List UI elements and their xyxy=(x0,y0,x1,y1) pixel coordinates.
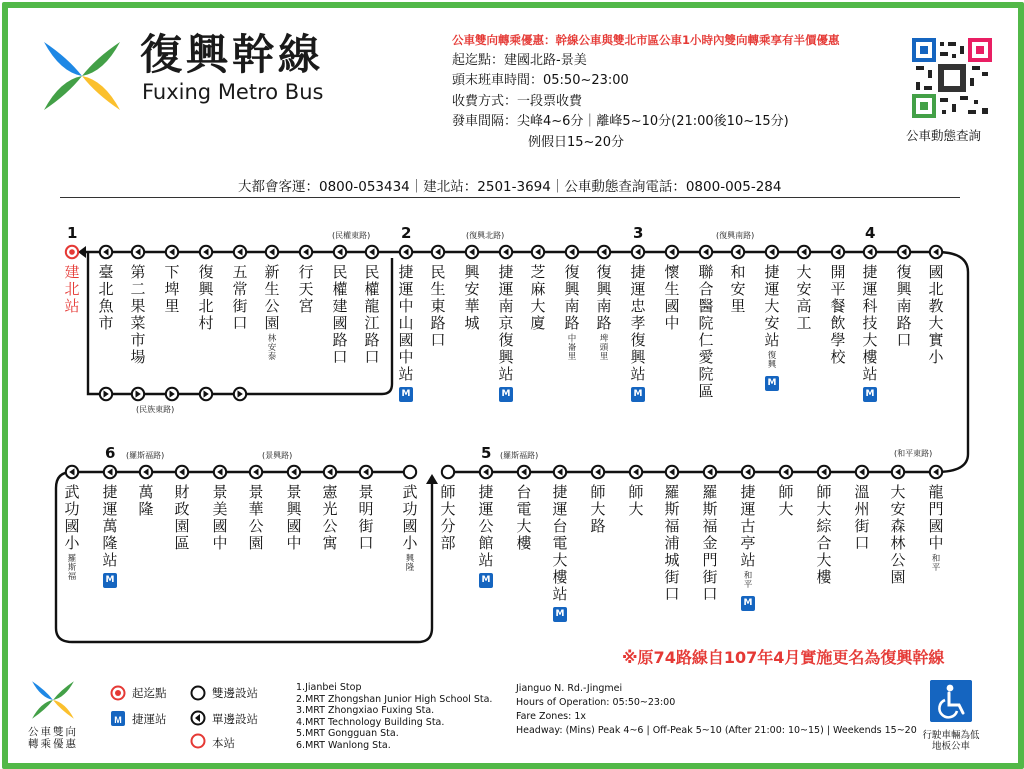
route-title-english: Fuxing Metro Bus xyxy=(142,80,324,104)
road-label: (復興南路) xyxy=(716,231,755,240)
stop-sublabel: 中 崙 里 xyxy=(567,334,577,362)
stop-marker xyxy=(104,466,116,478)
road-label: (景興路) xyxy=(262,451,293,460)
stop-sublabel: 埤 頭 里 xyxy=(599,334,609,362)
road-label: (羅斯福路) xyxy=(500,451,539,460)
mrt-station-icon: M xyxy=(765,376,779,391)
stop-label: 民 生 東 路 口 xyxy=(430,263,446,349)
stop-marker xyxy=(780,466,792,478)
stop-marker xyxy=(532,246,544,258)
stop-marker xyxy=(742,466,754,478)
start-end-icon xyxy=(108,683,128,703)
wheelchair-icon xyxy=(930,680,972,722)
stop-marker xyxy=(930,246,942,258)
stop-label: 聯 合 醫 院 仁 愛 院 區 xyxy=(698,263,714,400)
en-info-line: Jianguo N. Rd.-Jingmei xyxy=(516,683,623,694)
both-sides-icon xyxy=(188,683,208,703)
stop-marker xyxy=(500,246,512,258)
legend-start-end: 起迄點 xyxy=(132,686,167,700)
headway-weekend: 例假日15~20分 xyxy=(528,134,624,150)
route-title: 復興幹線 xyxy=(140,30,325,79)
svg-text:M: M xyxy=(114,715,122,725)
stop-marker xyxy=(766,246,778,258)
stop-marker xyxy=(360,466,372,478)
stop-marker xyxy=(166,388,178,400)
stop-number: 1 xyxy=(67,224,78,242)
stop-marker xyxy=(554,466,566,478)
stop-marker xyxy=(442,466,454,478)
stop-marker xyxy=(250,466,262,478)
stop-label: 臺 北 魚 市 xyxy=(98,263,114,332)
stop-marker xyxy=(892,466,904,478)
stop-marker xyxy=(566,246,578,258)
transfer-logo-icon xyxy=(28,678,78,722)
qr-label: 公車動態查詢 xyxy=(906,128,982,143)
mrt-station-icon: M xyxy=(631,387,645,402)
stop-marker xyxy=(66,246,78,258)
stop-marker xyxy=(592,466,604,478)
stop-marker xyxy=(140,466,152,478)
stop-marker xyxy=(234,388,246,400)
stop-label: 羅 斯 福 浦 城 街 口 xyxy=(664,483,680,603)
stop-label: 師 大 路 xyxy=(590,483,606,535)
stop-label: 第 二 果 菜 市 場 xyxy=(130,263,146,366)
legend-mrt: 捷運站 xyxy=(132,712,167,726)
stop-label: 復 興 南 路 口 xyxy=(896,263,912,349)
stop-marker xyxy=(666,246,678,258)
mrt-list-item: 6.MRT Wanlong Sta. xyxy=(296,739,391,751)
mrt-station-icon: M xyxy=(399,387,413,402)
stop-marker xyxy=(366,246,378,258)
stop-marker xyxy=(630,466,642,478)
road-label: (民權東路) xyxy=(332,231,371,240)
stop-marker xyxy=(334,246,346,258)
stop-marker xyxy=(214,466,226,478)
stop-marker xyxy=(288,466,300,478)
stop-marker xyxy=(700,246,712,258)
headway-info: 發車間隔：尖峰4~6分｜離峰5~10分(21:00後10~15分) xyxy=(452,114,789,129)
mrt-icon xyxy=(108,708,128,728)
transfer-logo-label: 公車雙向轉乘優惠 xyxy=(28,726,78,750)
mrt-station-icon: M xyxy=(499,387,513,402)
stop-label: 師 大 xyxy=(628,483,644,518)
legend-both: 雙邊設站 xyxy=(212,686,258,700)
stop-label: 捷 運 南 京 復 興 站 xyxy=(498,263,514,383)
stop-label: 捷 運 大 安 站 xyxy=(764,263,780,349)
stop-sublabel: 和 平 xyxy=(743,571,753,590)
contact-info: 大都會客運：0800-053434｜建北站：2501-3694｜公車動態查詢電話：0800-005-284 xyxy=(238,179,782,195)
stop-marker xyxy=(632,246,644,258)
road-label: (復興北路) xyxy=(466,231,505,240)
stop-sublabel: 羅 斯 福 xyxy=(67,554,77,582)
stop-label: 師 大 分 部 xyxy=(440,483,456,552)
stop-marker xyxy=(200,246,212,258)
stop-marker xyxy=(132,246,144,258)
single-side-icon xyxy=(188,708,208,728)
stop-marker xyxy=(100,246,112,258)
stop-label: 憲 光 公 寓 xyxy=(322,483,338,552)
stop-marker xyxy=(66,466,78,478)
stop-label: 財 政 園 區 xyxy=(174,483,190,552)
mrt-list xyxy=(296,682,492,751)
stop-label: 下 埤 里 xyxy=(164,263,180,315)
stop-label: 復 興 南 路 xyxy=(596,263,612,332)
en-info-line: Fare Zones: 1x xyxy=(516,711,586,722)
stop-label: 捷 運 萬 隆 站 xyxy=(102,483,118,569)
stop-label: 捷 運 科 技 大 樓 站 xyxy=(862,263,878,383)
mrt-station-icon: M xyxy=(741,596,755,611)
stop-label: 武 功 國 小 xyxy=(64,483,80,552)
stop-marker xyxy=(100,388,112,400)
stop-marker xyxy=(930,466,942,478)
mrt-list-item: 5.MRT Gongguan Sta. xyxy=(296,728,399,739)
mrt-station-icon: M xyxy=(553,607,567,622)
legend-single: 單邊設站 xyxy=(212,712,258,726)
stop-marker xyxy=(266,246,278,258)
stop-label: 羅 斯 福 金 門 街 口 xyxy=(702,483,718,603)
mrt-list-item: 4.MRT Technology Building Sta. xyxy=(296,716,445,728)
road-label: (和平東路) xyxy=(894,449,933,458)
fare-info: 收費方式：一段票收費 xyxy=(452,93,583,109)
stop-label: 開 平 餐 飲 學 校 xyxy=(830,263,846,366)
stop-label: 萬 隆 xyxy=(138,483,154,518)
stop-label: 行 天 宮 xyxy=(298,263,314,315)
mrt-list-item: 3.MRT Zhongxiao Fuxing Sta. xyxy=(296,705,435,716)
legend-this-stop: 本站 xyxy=(212,736,235,750)
stop-label: 國 北 教 大 實 小 xyxy=(928,263,944,366)
terminals: 起迄點：建國北路-景美 xyxy=(452,52,587,68)
en-info-line: Hours of Operation: 05:50~23:00 xyxy=(516,697,676,708)
stop-label: 芝 麻 大 廈 xyxy=(530,263,546,332)
stop-label: 景 興 國 中 xyxy=(286,483,302,552)
this-stop-icon xyxy=(188,731,208,751)
stop-label: 復 興 南 路 xyxy=(564,263,580,332)
stop-marker xyxy=(666,466,678,478)
stop-label: 捷 運 公 館 站 xyxy=(478,483,494,569)
rename-note: ※原74路線自107年4月實施更名為復興幹線 xyxy=(622,648,945,667)
stop-marker xyxy=(432,246,444,258)
stop-number: 5 xyxy=(481,444,492,462)
stop-label: 師 大 xyxy=(778,483,794,518)
stop-number: 4 xyxy=(865,224,876,242)
stop-number: 3 xyxy=(633,224,644,242)
stop-label: 武 功 國 小 xyxy=(402,483,418,552)
stop-marker xyxy=(404,466,416,478)
stop-marker xyxy=(704,466,716,478)
stop-label: 大 安 森 林 公 園 xyxy=(890,483,906,586)
stop-label: 景 華 公 園 xyxy=(248,483,264,552)
stop-marker xyxy=(200,388,212,400)
stop-label: 大 安 高 工 xyxy=(796,263,812,332)
stop-marker xyxy=(300,246,312,258)
stop-marker xyxy=(480,466,492,478)
stop-marker xyxy=(818,466,830,478)
stop-marker xyxy=(466,246,478,258)
stop-label: 新 生 公 園 xyxy=(264,263,280,332)
stop-label: 景 明 街 口 xyxy=(358,483,374,552)
mrt-list-item: 2.MRT Zhongshan Junior High School Sta. xyxy=(296,693,493,705)
stop-marker xyxy=(132,388,144,400)
stop-label: 景 美 國 中 xyxy=(212,483,228,552)
stop-label: 捷 運 忠 孝 復 興 站 xyxy=(630,263,646,383)
stop-label: 復 興 北 村 xyxy=(198,263,214,332)
stop-marker xyxy=(732,246,744,258)
stop-label: 師 大 綜 合 大 樓 xyxy=(816,483,832,586)
stop-label: 民 權 龍 江 路 口 xyxy=(364,263,380,366)
service-hours: 頭末班車時間：05:50~23:00 xyxy=(452,73,629,88)
stop-marker xyxy=(898,246,910,258)
stop-marker xyxy=(518,466,530,478)
transfer-promo: 公車雙向轉乘優惠：幹線公車與雙北市區公車1小時內雙向轉乘享有半價優惠 xyxy=(452,33,840,47)
stop-number: 2 xyxy=(401,224,412,242)
stop-label: 捷 運 台 電 大 樓 站 xyxy=(552,483,568,603)
english-route-info xyxy=(516,682,917,738)
stop-label: 懷 生 國 中 xyxy=(664,263,680,332)
stop-marker xyxy=(864,246,876,258)
stop-label: 五 常 街 口 xyxy=(232,263,248,332)
stop-marker xyxy=(176,466,188,478)
mrt-station-icon: M xyxy=(103,573,117,588)
stop-sublabel: 林 安 泰 xyxy=(267,334,277,362)
stop-sublabel: 和 平 xyxy=(931,554,941,573)
stop-marker xyxy=(166,246,178,258)
stop-marker xyxy=(798,246,810,258)
stop-label: 興 安 華 城 xyxy=(464,263,480,332)
stop-label: 溫 州 街 口 xyxy=(854,483,870,552)
stop-label: 捷 運 古 亭 站 xyxy=(740,483,756,569)
stop-label: 建 北 站 xyxy=(64,263,80,315)
stop-marker xyxy=(400,246,412,258)
stop-marker xyxy=(598,246,610,258)
stop-number: 6 xyxy=(105,444,116,462)
road-label: (民族東路) xyxy=(136,405,175,414)
road-label: (羅斯福路) xyxy=(126,451,165,460)
stop-sublabel: 復 興 xyxy=(767,351,777,370)
stop-label: 和 安 里 xyxy=(730,263,746,315)
stop-label: 龍 門 國 中 xyxy=(928,483,944,552)
mrt-station-icon: M xyxy=(479,573,493,588)
stop-marker xyxy=(324,466,336,478)
mrt-list-item: 1.Jianbei Stop xyxy=(296,682,362,693)
stop-sublabel: 興 隆 xyxy=(405,554,415,573)
stop-label: 捷 運 中 山 國 中 站 xyxy=(398,263,414,383)
stop-marker xyxy=(832,246,844,258)
mrt-station-icon: M xyxy=(863,387,877,402)
stop-marker xyxy=(234,246,246,258)
stop-label: 民 權 建 國 路 口 xyxy=(332,263,348,366)
lowfloor-label: 行駛車輛為低地板公車 xyxy=(922,730,980,752)
stop-label: 台 電 大 樓 xyxy=(516,483,532,552)
stop-marker xyxy=(856,466,868,478)
en-info-line: Headway: (Mins) Peak 4~6 | Off-Peak 5~10 (After 21:00: 10~15) | Weekends 15~20 xyxy=(516,725,917,736)
